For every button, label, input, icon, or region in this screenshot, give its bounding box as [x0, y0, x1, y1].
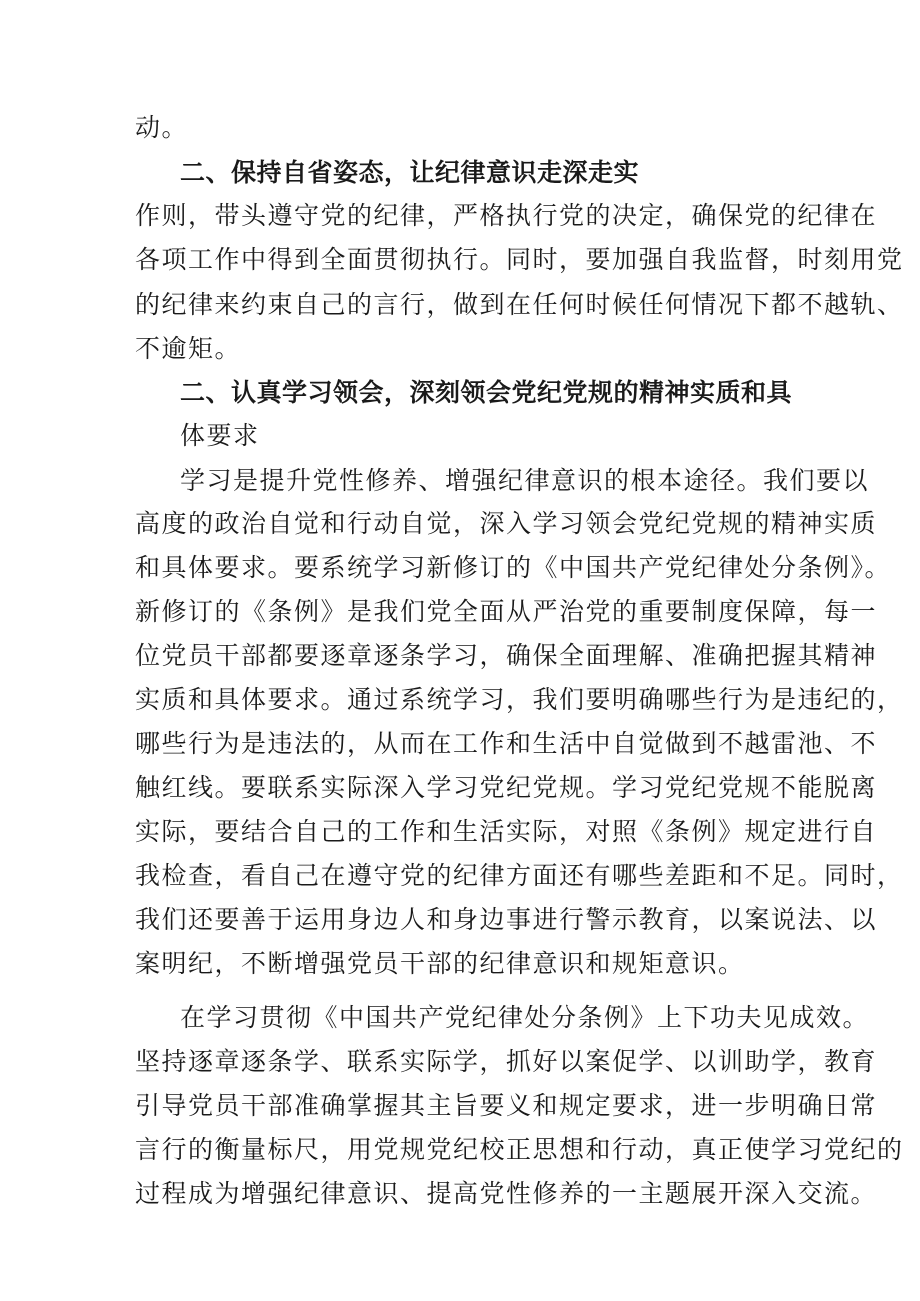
- section-heading-3-continuation: 体要求: [180, 421, 260, 450]
- paragraph-line: 过程成为增强纪律意识、提高党性修养的一主题展开深入交流。: [135, 1179, 878, 1208]
- paragraph-line: 坚持逐章逐条学、联系实际学，抓好以案促学、以训助学，教育: [135, 1047, 878, 1076]
- paragraph-line: 言行的衡量标尺，用党规党纪校正思想和行动，真正使学习党纪的: [135, 1135, 904, 1164]
- paragraph-line: 学习是提升党性修养、增强纪律意识的根本途径。我们要以: [180, 466, 870, 495]
- paragraph-line: 新修订的《条例》是我们党全面从严治党的重要制度保障，每一: [135, 597, 878, 626]
- paragraph-line: 的纪律来约束自己的言行，做到在任何时候任何情况下都不越轨、: [135, 290, 904, 319]
- paragraph-line: 高度的政治自觉和行动自觉，深入学习领会党纪党规的精神实质: [135, 509, 878, 538]
- paragraph-line: 和具体要求。要系统学习新修订的《中国共产党纪律处分条例》。: [135, 553, 892, 582]
- paragraph-line: 哪些行为是违法的，从而在工作和生活中自觉做到不越雷池、不: [135, 729, 878, 758]
- paragraph-line: 作则，带头遵守党的纪律，严格执行党的决定，确保党的纪律在: [135, 201, 878, 230]
- paragraph-line: 我检查，看自己在遵守党的纪律方面还有哪些差距和不足。同时，: [135, 861, 904, 890]
- section-heading-2-line: 二、保持自省姿态，让纪律意识走深走实: [180, 158, 640, 187]
- section-heading-3-line: 二、认真学习领会，深刻领会党纪党规的精神实质和具: [180, 378, 793, 407]
- paragraph-line: 位党员干部都要逐章逐条学习，确保全面理解、准确把握其精神: [135, 641, 878, 670]
- paragraph-line: 各项工作中得到全面贯彻执行。同时，要加强自我监督，时刻用党: [135, 245, 904, 274]
- paragraph-line: 案明纪，不断增强党员干部的纪律意识和规矩意识。: [135, 949, 745, 978]
- paragraph-line: 不逾矩。: [135, 334, 242, 363]
- paragraph-line: 实质和具体要求。通过系统学习，我们要明确哪些行为是违纪的，: [135, 685, 904, 714]
- paragraph-line: 动。: [135, 113, 189, 142]
- paragraph-line: 我们还要善于运用身边人和身边事进行警示教育，以案说法、以: [135, 905, 878, 934]
- paragraph-line: 实际，要结合自己的工作和生活实际，对照《条例》规定进行自: [135, 817, 878, 846]
- paragraph-line: 在学习贯彻《中国共产党纪律处分条例》上下功夫见成效。: [180, 1003, 870, 1032]
- paragraph-line: 引导党员干部准确掌握其主旨要义和规定要求，进一步明确日常: [135, 1091, 878, 1120]
- paragraph-line: 触红线。要联系实际深入学习党纪党规。学习党纪党规不能脱离: [135, 773, 878, 802]
